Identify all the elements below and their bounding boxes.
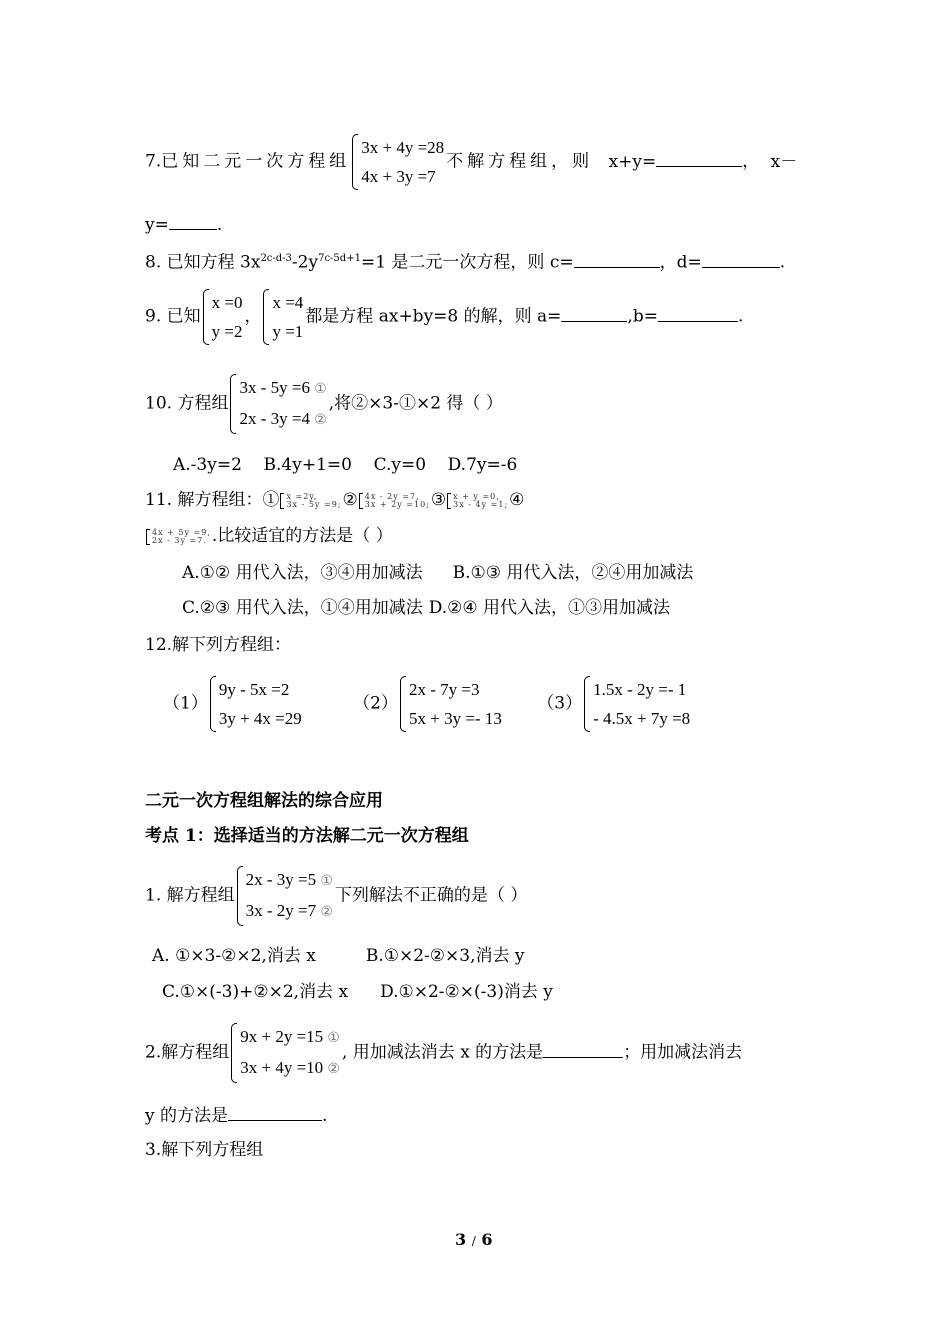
equation-system: 9x + 2y =15 ① 3x + 4y =10 ② <box>231 1022 340 1084</box>
answer-blank[interactable] <box>658 305 738 322</box>
equation-system: x + y =0, 3x - 4y =1; <box>447 493 508 509</box>
equation-system: 1.5x - 2y =- 1 - 4.5x + 7y =8 <box>584 675 690 733</box>
answer-blank[interactable] <box>543 1041 623 1058</box>
question-10-options: A.-3y=2 B.4y+1=0 C.y=0 D.7y=-6 <box>173 455 518 475</box>
equation-system: x =2y, 3x - 5y =9; <box>280 493 341 509</box>
question-10: 10. 方程组 3x - 5y =6 ① 2x - 3y =4 ② ,将②×3-①×2 得（ ） <box>145 373 503 435</box>
section-subtitle: 考点 1：选择适当的方法解二元一次方程组 <box>145 826 469 846</box>
answer-blank[interactable] <box>169 213 217 230</box>
equation-system: 3x - 5y =6 ① 2x - 3y =4 ② <box>230 373 326 435</box>
equation-system: 9y - 5x =2 3y + 4x =29 <box>210 675 302 733</box>
topic-question-1: 1. 解方程组 2x - 3y =5 ① 3x - 2y =7 ② 下列解法不正确的是（ ） <box>145 865 527 927</box>
question-9: 9. 已知 x =0 y =2 ， x =4 y =1 都是方程 ax+by=8 的解，则 a= ,b= . <box>145 288 743 346</box>
answer-blank[interactable] <box>228 1104 322 1121</box>
topic-question-2: 2.解方程组 9x + 2y =15 ① 3x + 4y =10 ② , 用加减法消去 x 的方法是 ；用加减法消去 <box>145 1022 742 1084</box>
topic-question-1-options-1: A. ①×3-②×2,消去 x B.①×2-②×3,消去 y <box>152 946 525 966</box>
page-number: 3 / 6 <box>455 1230 493 1249</box>
answer-blank[interactable] <box>574 251 660 268</box>
answer-blank[interactable] <box>561 305 627 322</box>
equation-system: 3x + 4y =28 4x + 3y =7 <box>352 133 444 191</box>
question-7-cont: y= . <box>145 215 223 235</box>
question-11-options-1: A.①② 用代入法，③④用加减法 B.①③ 用代入法，②④用加减法 <box>182 563 694 583</box>
equation-system: 2x - 3y =5 ① 3x - 2y =7 ② <box>237 865 333 927</box>
topic-question-2-cont: y 的方法是 . <box>145 1106 328 1126</box>
equation-system: x =4 y =1 <box>263 288 303 346</box>
answer-blank[interactable] <box>656 150 742 167</box>
topic-question-3: 3.解下列方程组 <box>145 1140 264 1160</box>
question-8: 8. 已知方程 $3x^{2c-d-3}-2y^{7c-5d+1}=1$ 是二元一次方程，则 c= ，d= . <box>145 252 786 273</box>
question-11-cont: 4x + 5y =9, 2x - 3y =7. .比较适宜的方法是（ ） <box>145 524 393 548</box>
question-12-systems: （1） 9y - 5x =2 3y + 4x =29 （2） 2x - 7y =3 5x + 3y =- 13 （3） 1.5x - 2y =- 1 - 4.5x + 7y =8 <box>163 675 692 733</box>
question-11: 11. 解方程组：① x =2y, 3x - 5y =9; ② 4x - 2y =7, 3x + 2y =10; ③ x + y =0, 3x - 4y =1; ④ <box>145 490 525 510</box>
equation-system: 4x - 2y =7, 3x + 2y =10; <box>359 493 430 509</box>
equation-system: 2x - 7y =3 5x + 3y =- 13 <box>400 675 502 733</box>
section-title: 二元一次方程组解法的综合应用 <box>145 791 383 811</box>
answer-blank[interactable] <box>702 251 780 268</box>
equation-system: 4x + 5y =9, 2x - 3y =7. <box>146 529 211 545</box>
question-7: 7.已知二元一次方程组 3x + 4y =28 4x + 3y =7 不解方程组，则 x+y= ， x－ <box>145 133 797 191</box>
question-11-options-2: C.②③ 用代入法，①④用加减法 D.②④ 用代入法，①③用加减法 <box>182 598 671 618</box>
equation-system: x =0 y =2 <box>203 288 243 346</box>
question-12-title: 12.解下列方程组： <box>145 635 292 655</box>
topic-question-1-options-2: C.①×(-3)+②×2,消去 x D.①×2-②×(-3)消去 y <box>162 982 553 1002</box>
